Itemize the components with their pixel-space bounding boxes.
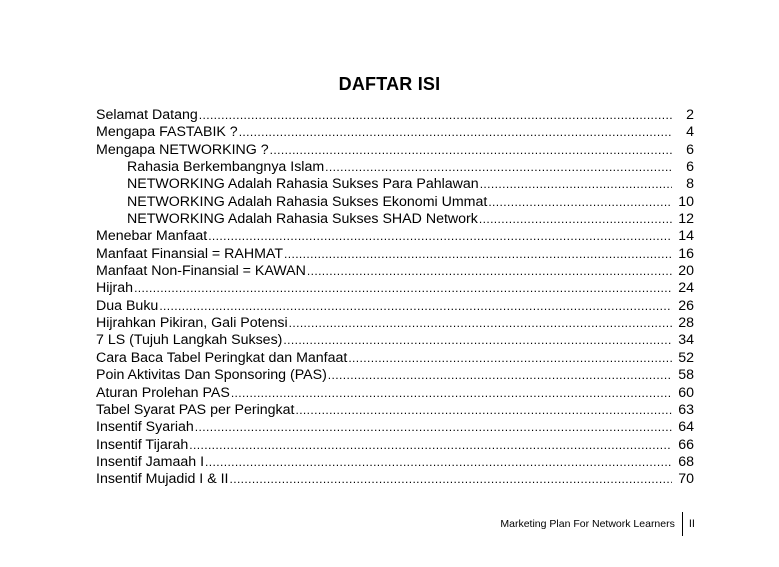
toc-dot-leader (134, 280, 672, 297)
toc-entry-label: Hijrah (96, 280, 134, 297)
toc-entry-label: NETWORKING Adalah Rahasia Sukses SHAD Network (127, 211, 478, 228)
toc-entry-page: 6 (686, 141, 694, 158)
toc-entry-page: 14 (678, 228, 694, 245)
toc-entry[interactable] (96, 246, 694, 263)
toc-entry-page: 4 (686, 124, 694, 141)
toc-entry-page: 70 (678, 471, 694, 488)
footer-page-number: II (688, 518, 695, 530)
toc-dot-leader (325, 159, 672, 176)
toc-entry-page: 28 (678, 315, 694, 332)
toc-dot-leader (284, 246, 672, 263)
toc-entry-label: NETWORKING Adalah Rahasia Sukses Ekonomi Ummat (127, 193, 488, 210)
toc-dot-leader (229, 471, 672, 488)
toc-entry-label: Insentif Tijarah (96, 436, 189, 453)
toc-entry-label: Menebar Manfaat (96, 228, 208, 245)
toc-entry-label: Manfaat Finansial = RAHMAT (96, 245, 283, 262)
toc-dot-leader (488, 194, 672, 211)
toc-dot-leader (307, 263, 672, 280)
toc-entry-page: 20 (678, 263, 694, 280)
toc-entry[interactable] (96, 437, 694, 454)
toc-dot-leader (239, 124, 672, 141)
toc-entry-page: 52 (678, 349, 694, 366)
toc-entry-label: Rahasia Berkembangnya Islam (127, 159, 325, 176)
toc-dot-leader (208, 228, 672, 245)
toc-entry-page: 34 (678, 332, 694, 349)
toc-entry[interactable] (96, 298, 694, 315)
toc-dot-leader (295, 402, 672, 419)
toc-dot-leader (479, 211, 672, 228)
toc-dot-leader (159, 298, 672, 315)
page-title: DAFTAR ISI (338, 74, 441, 94)
toc-entry[interactable] (96, 124, 694, 141)
toc-entry-label: Cara Baca Tabel Peringkat dan Manfaat (96, 349, 348, 366)
toc-dot-leader (189, 437, 672, 454)
toc-entry-label: NETWORKING Adalah Rahasia Sukses Para Pahlawan (127, 176, 479, 193)
toc-dot-leader (289, 315, 672, 332)
toc-dot-leader (270, 142, 672, 159)
toc-entry-label: Insentif Mujadid I & II (96, 471, 229, 488)
toc-entry-page: 16 (678, 245, 694, 262)
toc-entry-label: 7 LS (Tujuh Langkah Sukses) (96, 332, 283, 349)
toc-dot-leader (231, 385, 672, 402)
toc-entry-label: Selamat Datang (96, 107, 198, 123)
toc-dot-leader (283, 332, 672, 349)
toc-entry-page: 6 (686, 159, 694, 176)
toc-entry[interactable] (96, 332, 694, 349)
table-of-contents (96, 107, 694, 489)
toc-dot-leader (480, 176, 672, 193)
toc-entry[interactable] (96, 367, 694, 384)
toc-entry-label: Insentif Jamaah I (96, 453, 205, 470)
toc-entry[interactable] (96, 263, 694, 280)
toc-entry-page: 24 (678, 280, 694, 297)
toc-dot-leader (195, 419, 672, 436)
toc-entry-page: 66 (678, 436, 694, 453)
toc-entry-page: 10 (678, 193, 694, 210)
toc-entry[interactable] (96, 176, 694, 193)
toc-entry-page: 8 (686, 176, 694, 193)
toc-entry[interactable] (96, 315, 694, 332)
toc-entry[interactable] (96, 471, 694, 488)
toc-entry[interactable] (96, 142, 694, 159)
toc-dot-leader (348, 350, 672, 367)
toc-dot-leader (328, 367, 672, 384)
toc-entry[interactable] (96, 385, 694, 402)
toc-entry-label: Insentif Syariah (96, 419, 194, 436)
toc-entry-label: Poin Aktivitas Dan Sponsoring (PAS) (96, 367, 327, 384)
toc-entry-page: 63 (678, 401, 694, 418)
toc-entry-label: Mengapa NETWORKING ? (96, 141, 269, 158)
toc-entry-page: 58 (678, 367, 694, 384)
toc-entry-label: Mengapa FASTABIK ? (96, 124, 238, 141)
toc-entry-label: Aturan Prolehan PAS (96, 384, 230, 401)
toc-entry-page: 26 (678, 297, 694, 314)
toc-entry[interactable] (96, 211, 694, 228)
toc-entry[interactable] (96, 107, 694, 124)
toc-entry-label: Dua Buku (96, 297, 159, 314)
toc-entry-label: Manfaat Non-Finansial = KAWAN (96, 263, 306, 280)
toc-dot-leader (205, 454, 672, 471)
toc-entry-page: 60 (678, 384, 694, 401)
toc-entry[interactable] (96, 419, 694, 436)
page-footer (500, 512, 695, 536)
toc-dot-leader (199, 107, 672, 124)
footer-text: Marketing Plan For Network Learners (500, 518, 675, 530)
toc-entry-page: 68 (678, 453, 694, 470)
toc-entry[interactable] (96, 402, 694, 419)
toc-entry[interactable] (96, 454, 694, 471)
toc-entry[interactable] (96, 194, 694, 211)
toc-entry[interactable] (96, 159, 694, 176)
toc-entry-label: Hijrahkan Pikiran, Gali Potensi (96, 315, 288, 332)
toc-entry-label: Tabel Syarat PAS per Peringkat (96, 401, 295, 418)
toc-entry-page: 12 (678, 211, 694, 228)
toc-entry[interactable] (96, 350, 694, 367)
toc-entry-page: 2 (686, 107, 694, 123)
toc-entry-page: 64 (678, 419, 694, 436)
toc-entry[interactable] (96, 228, 694, 245)
toc-entry[interactable] (96, 280, 694, 297)
